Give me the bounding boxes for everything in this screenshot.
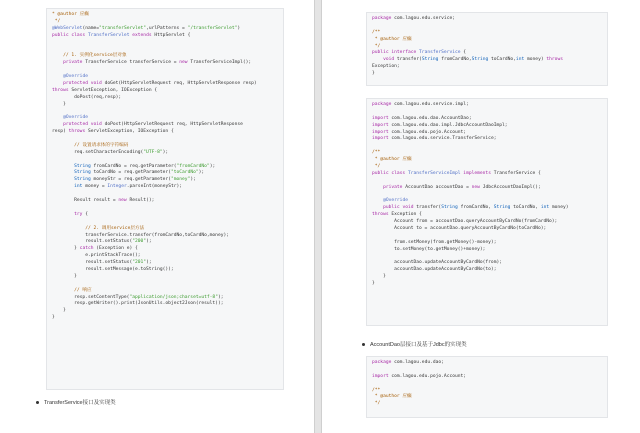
code-token: result.setStatus( <box>52 260 133 266</box>
code-line <box>52 67 278 74</box>
code-token: "201" <box>132 260 147 266</box>
code-token: package <box>372 102 395 107</box>
code-line <box>372 164 602 171</box>
code-token: ); <box>146 260 152 266</box>
code-token: */ <box>372 401 381 407</box>
code-line <box>52 191 278 198</box>
code-token: to.setMoney(to.getMoney()+money); <box>372 246 486 252</box>
code-line <box>372 274 602 281</box>
code-token: */ <box>52 18 61 24</box>
code-token <box>372 185 383 190</box>
code-token: money = <box>85 184 108 190</box>
code-token: private <box>383 184 406 190</box>
code-token: } <box>52 315 55 321</box>
code-line <box>52 40 278 47</box>
code-token: req.setCharacterEncoding( <box>52 149 144 155</box>
code-token: @Override <box>383 198 408 204</box>
code-token: resp) <box>52 129 69 135</box>
code-token: } <box>52 246 80 252</box>
code-token: com.lagou.edu.dao; <box>394 360 444 365</box>
code-token: from.setMoney(from.getMoney()-money); <box>372 239 497 245</box>
code-line <box>372 240 602 247</box>
code-token: ) <box>237 25 241 31</box>
code-token <box>52 170 74 175</box>
code-line <box>52 74 278 81</box>
code-token: } <box>372 71 375 77</box>
code-token: com.lagou.edu.service; <box>394 16 455 21</box>
code-token: /** <box>372 387 381 393</box>
code-line <box>372 226 602 233</box>
code-token: JdbcAccountDaoImpl(); <box>482 184 541 190</box>
code-token: /** <box>372 29 381 35</box>
code-token: public class <box>372 170 408 176</box>
code-line <box>372 109 602 116</box>
code-token: TransferServiceImpl <box>407 170 464 176</box>
code-token: com.lagou.edu.pojo.Account; <box>391 373 467 379</box>
code-token: toCardNo, <box>491 57 516 63</box>
code-line <box>52 26 278 33</box>
code-token: AccountDao accountDao = <box>405 184 472 190</box>
code-token <box>52 184 74 189</box>
code-token: } <box>52 273 77 279</box>
code-line <box>372 247 602 254</box>
code-token: // 设置请求体的字符编码 <box>52 142 129 148</box>
code-token: resp.getWriter().print(JsonUtils.object2Json(result)); <box>52 301 224 307</box>
code-token: toCardNo, <box>513 205 541 211</box>
code-token: (Exception e) { <box>96 246 138 252</box>
code-token: resp.setContentType( <box>52 294 130 300</box>
code-line <box>52 60 278 67</box>
code-token: (name= <box>82 25 100 31</box>
code-token: "fromCardNo" <box>176 163 210 169</box>
code-token: ,urlPatterns = <box>146 25 188 31</box>
code-token: Exception; <box>372 64 400 70</box>
code-token: * @author 应癫 <box>52 12 89 17</box>
code-line <box>52 226 278 233</box>
code-token: protected void <box>63 122 105 128</box>
code-token: new <box>179 60 191 66</box>
code-token: new <box>118 198 130 204</box>
code-token: "application/json;charset=utf-8" <box>129 294 218 300</box>
code-line <box>52 281 278 288</box>
code-token: money) <box>551 205 569 211</box>
code-token: transferService.transfer(fromCardNo,toCardNo,money); <box>52 232 230 238</box>
code-token: TransferService { <box>493 170 541 176</box>
code-token: @Override <box>63 115 88 121</box>
code-line <box>372 367 602 374</box>
code-token: com.lagou.edu.service.impl; <box>394 102 469 107</box>
code-token: public class <box>52 32 88 38</box>
code-line <box>52 301 278 308</box>
code-line <box>52 184 278 191</box>
code-line <box>52 136 278 143</box>
code-line <box>52 198 278 205</box>
code-token: Integer <box>107 184 127 190</box>
code-token: ); <box>190 177 196 183</box>
code-line <box>372 23 602 30</box>
code-token <box>52 74 63 79</box>
code-line <box>52 88 278 95</box>
code-line <box>52 143 278 150</box>
code-token: String <box>471 57 492 63</box>
code-token: TransferService transferService = <box>85 60 180 66</box>
code-token: int <box>540 205 552 211</box>
code-line <box>52 315 278 322</box>
code-line <box>372 57 602 64</box>
code-token: import <box>372 122 392 128</box>
code-token: extends <box>132 32 155 38</box>
code-token: result.setMessage(e.toString()); <box>52 266 174 272</box>
code-token <box>372 205 383 210</box>
code-line <box>372 381 602 388</box>
bullet-dot <box>36 401 39 404</box>
code-line <box>372 16 602 23</box>
code-token: String <box>74 170 94 176</box>
code-token: Account to = accountDao.queryAccountByCardNo(toCardNo); <box>372 226 547 232</box>
code-line <box>372 37 602 44</box>
code-token: ); <box>209 163 216 169</box>
code-token: "200" <box>132 239 147 245</box>
code-token: String <box>421 57 442 63</box>
code-token: ); <box>217 294 224 300</box>
code-token <box>52 177 74 182</box>
code-token: package <box>372 16 395 21</box>
code-token: catch <box>79 246 97 252</box>
code-token <box>52 115 63 120</box>
code-token: doGet(HttpServletRequest req, HttpServletResponse resp) <box>104 80 257 86</box>
code-token: package <box>372 360 395 365</box>
code-token: @WebServlet <box>52 25 83 31</box>
code-line <box>52 260 278 267</box>
code-line <box>372 360 602 367</box>
code-token: { <box>85 211 88 217</box>
code-token: implements <box>463 170 494 176</box>
code-line <box>52 157 278 164</box>
code-token: ); <box>162 149 169 155</box>
code-line <box>52 129 278 136</box>
code-line <box>372 178 602 185</box>
caption-transfer-service <box>36 398 116 406</box>
code-token: /** <box>372 150 381 156</box>
code-line <box>372 116 602 123</box>
code-line <box>52 212 278 219</box>
code-line <box>372 281 602 288</box>
code-block-transfer-service-impl <box>366 98 608 326</box>
code-token: int <box>515 57 527 63</box>
code-token: doPost(HttpServletRequest req, HttpServletResponse <box>104 122 243 128</box>
code-token: e.printStackTrace(); <box>52 253 141 259</box>
code-token: TransferService <box>419 50 464 56</box>
code-token: "money" <box>170 177 191 183</box>
caption-text: AccountDao层接口及基于Jdbc的实现类 <box>370 342 467 348</box>
code-line <box>52 288 278 295</box>
code-token: } <box>372 274 386 280</box>
code-token: ServletException, IOException { <box>71 87 158 93</box>
code-token: com.lagou.edu.pojo.Account; <box>391 129 467 135</box>
code-token <box>52 122 63 127</box>
code-line <box>372 185 602 192</box>
code-token: accountDao.updateAccountByCardNo(to); <box>372 267 497 273</box>
code-token: throws <box>546 57 563 63</box>
code-token: throws <box>68 129 88 135</box>
code-block-account-dao <box>366 356 608 418</box>
code-token: com.lagou.edu.dao.impl.JdbcAccountDaoImpl; <box>391 122 508 128</box>
code-line <box>372 71 602 78</box>
code-token: moneyStr = req.getParameter( <box>93 177 171 183</box>
code-line <box>372 143 602 150</box>
code-token: */ <box>372 164 381 170</box>
code-token <box>372 198 383 203</box>
document-page-left <box>0 0 314 433</box>
code-token: import <box>372 136 392 142</box>
code-token: Result(); <box>129 198 155 204</box>
code-token: TransferServlet <box>87 32 133 38</box>
code-token: fromCardNo, <box>441 57 472 63</box>
code-token: Exception { <box>391 212 422 218</box>
code-token <box>52 164 74 169</box>
code-token: try <box>74 211 86 217</box>
code-token: // 响应 <box>52 287 92 293</box>
code-token: "transferServlet" <box>99 25 147 31</box>
code-line <box>372 401 602 408</box>
code-token: } <box>52 101 66 107</box>
code-token: accountDao.updateAccountByCardNo(from); <box>372 260 502 266</box>
code-token: "/transferServlet" <box>187 25 238 31</box>
code-token: import <box>372 129 392 135</box>
code-token <box>372 57 383 62</box>
code-token: int <box>74 184 86 190</box>
code-token: String <box>493 205 514 211</box>
code-token: "UTF-8" <box>143 149 163 155</box>
code-token: String <box>441 205 461 211</box>
code-token: doPost(req,resp); <box>52 94 122 100</box>
caption-account-dao <box>362 340 467 348</box>
code-token: * @author 应癫 <box>372 157 412 163</box>
code-line <box>372 267 602 274</box>
code-token: String <box>74 177 94 183</box>
code-token <box>52 81 63 86</box>
code-line <box>372 123 602 130</box>
code-line <box>52 150 278 157</box>
code-token: com.lagou.edu.dao.AccountDao; <box>391 115 472 121</box>
code-token: fromCardNo = req.getParameter( <box>93 163 177 169</box>
code-token: protected void <box>63 80 105 86</box>
code-line <box>372 157 602 164</box>
code-line <box>372 394 602 401</box>
code-token: HttpServlet { <box>154 32 191 38</box>
code-line <box>52 274 278 281</box>
code-token: fromCardNo, <box>460 205 494 211</box>
code-token: ServletException, IOException { <box>87 129 174 135</box>
code-token: private <box>63 60 86 66</box>
code-block-transfer-servlet <box>46 8 284 390</box>
code-token: public void <box>383 205 417 211</box>
code-token: } <box>52 308 66 314</box>
code-line <box>52 95 278 102</box>
code-line <box>372 374 602 381</box>
code-line <box>52 33 278 40</box>
code-line <box>372 64 602 71</box>
code-token: // 2. 调用service层方法 <box>52 225 145 231</box>
code-token: throws <box>372 212 392 218</box>
code-token: void <box>383 57 397 63</box>
code-token: "toCardNo" <box>170 170 199 176</box>
code-token: public interface <box>372 50 420 56</box>
bullet-dot <box>362 343 365 346</box>
code-token: transfer( <box>396 57 422 63</box>
code-token: { <box>463 50 467 56</box>
code-token: Account from = accountDao.queryAccountByCardNo(fromCardNo); <box>372 219 558 225</box>
code-line <box>372 136 602 143</box>
code-token: new <box>471 184 483 190</box>
code-token: com.lagou.edu.service.TransferService; <box>391 136 497 142</box>
code-line <box>52 219 278 226</box>
code-token: result.setStatus( <box>52 239 133 245</box>
code-token <box>52 212 74 217</box>
code-token: Result result = <box>52 198 119 204</box>
code-token: * @author 应癫 <box>372 394 412 400</box>
code-token: } <box>372 281 375 287</box>
code-token: ); <box>198 170 205 176</box>
code-block-transfer-service-interface <box>366 12 608 86</box>
code-token: toCardNo = req.getParameter( <box>93 170 171 176</box>
code-line <box>52 205 278 212</box>
code-token <box>52 60 63 65</box>
code-token: * @author 应癫 <box>372 36 412 42</box>
document-page-right <box>322 0 640 433</box>
code-line <box>52 102 278 109</box>
code-token: */ <box>372 43 381 49</box>
code-token: ); <box>146 239 152 245</box>
code-line <box>52 267 278 274</box>
code-line <box>372 219 602 226</box>
code-token: import <box>372 115 392 121</box>
code-token: .parseInt(moneyStr); <box>126 184 183 190</box>
code-token: transfer( <box>416 205 442 211</box>
page-gutter <box>314 0 322 433</box>
code-line <box>372 233 602 240</box>
code-token: import <box>372 373 392 379</box>
code-token: throws <box>52 87 72 93</box>
code-token: // 1. 实例化service层对象 <box>52 53 127 59</box>
code-line <box>52 19 278 26</box>
code-token: TransferServiceImpl(); <box>190 60 252 66</box>
code-line <box>52 12 278 19</box>
code-line <box>372 171 602 178</box>
caption-text: TransferService接口及实现类 <box>44 400 116 406</box>
code-token: @Override <box>63 74 88 80</box>
code-line <box>372 30 602 37</box>
code-line <box>52 81 278 88</box>
code-line <box>52 308 278 315</box>
code-line <box>372 102 602 109</box>
code-token: money) <box>527 57 547 63</box>
code-token: String <box>74 163 94 169</box>
